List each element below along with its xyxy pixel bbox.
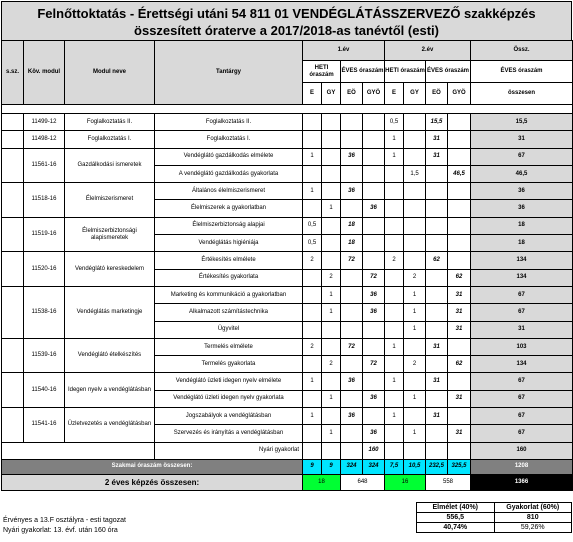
total-hours-cell: 160 bbox=[471, 442, 573, 459]
total-hours-cell: 67 bbox=[471, 425, 573, 442]
total-hours-cell: 31 bbox=[471, 131, 573, 148]
subject-name: A vendéglátó gazdálkodás gyakorlata bbox=[155, 165, 303, 182]
subject-name: Vendéglátás higiéniája bbox=[155, 235, 303, 252]
hours-cell-gyo2: 62 bbox=[448, 356, 471, 373]
hours-cell-eo2 bbox=[426, 390, 448, 407]
hours-cell-gy2 bbox=[404, 148, 426, 165]
hours-cell-gyo1 bbox=[363, 235, 385, 252]
header-gy-2: GY bbox=[404, 83, 426, 105]
hours-cell-e1: 2 bbox=[303, 338, 322, 355]
header-year-1: 1.év bbox=[303, 41, 385, 61]
hours-cell-gyo1: 36 bbox=[363, 390, 385, 407]
hours-cell-gy1 bbox=[322, 235, 341, 252]
summary-elmelet-hours: 556,5 bbox=[417, 513, 495, 523]
total-hours-cell: 18 bbox=[471, 235, 573, 252]
hours-cell-gyo1: 36 bbox=[363, 425, 385, 442]
totals-ossz: 1208 bbox=[471, 459, 573, 474]
module-name: Élelmiszerismeret bbox=[65, 183, 155, 218]
hours-cell-eo1 bbox=[341, 165, 363, 182]
total-hours-cell: 67 bbox=[471, 286, 573, 303]
module-name: Foglalkoztatás I. bbox=[65, 131, 155, 148]
hours-cell-eo2 bbox=[426, 304, 448, 321]
header-osszesen: összesen bbox=[471, 83, 573, 105]
hours-cell-gyo1 bbox=[363, 252, 385, 269]
hours-cell-eo2 bbox=[426, 356, 448, 373]
hours-cell-eo1 bbox=[341, 269, 363, 286]
hours-cell-gy2 bbox=[404, 338, 426, 355]
hours-cell-gy2 bbox=[404, 114, 426, 131]
subject-name: Általános élelmiszerismeret bbox=[155, 183, 303, 200]
hours-cell-gyo1: 36 bbox=[363, 304, 385, 321]
header-heti-1: HETI óraszám bbox=[303, 61, 341, 83]
ssz-cell bbox=[2, 252, 24, 287]
hours-cell-gy1 bbox=[322, 338, 341, 355]
hours-cell-e2 bbox=[385, 217, 404, 234]
subject-name: Nyári gyakorlat bbox=[155, 442, 303, 459]
hours-cell-eo2: 15,5 bbox=[426, 114, 448, 131]
subject-name: Foglalkoztatás II. bbox=[155, 114, 303, 131]
header-modul-neve: Modul neve bbox=[65, 41, 155, 105]
total-hours-cell: 36 bbox=[471, 183, 573, 200]
ssz-cell bbox=[2, 286, 24, 338]
hours-cell-gy2 bbox=[404, 217, 426, 234]
totals-row bbox=[2, 459, 573, 474]
hours-cell-eo2 bbox=[426, 286, 448, 303]
totals-cell-gy2: 10,5 bbox=[404, 459, 426, 474]
ssz-cell bbox=[2, 183, 24, 218]
hours-cell-eo1 bbox=[341, 321, 363, 338]
hours-cell-e1 bbox=[303, 165, 322, 182]
hours-cell-gyo1 bbox=[363, 321, 385, 338]
hours-cell-gy1 bbox=[322, 131, 341, 148]
hours-cell-eo1 bbox=[341, 131, 363, 148]
footer-line-1: Érvényes a 13.F osztályra - esti tagozat bbox=[3, 517, 126, 524]
grand-ossz: 1366 bbox=[471, 474, 573, 490]
hours-cell-eo2 bbox=[426, 442, 448, 459]
module-code: 11499-12 bbox=[24, 114, 65, 131]
hours-cell-e2 bbox=[385, 390, 404, 407]
hours-cell-e1: 0,5 bbox=[303, 235, 322, 252]
hours-cell-e2: 0,5 bbox=[385, 114, 404, 131]
totals-cell-e1: 9 bbox=[303, 459, 322, 474]
hours-cell-gy2: 1 bbox=[404, 304, 426, 321]
subject-name: Termelés elmélete bbox=[155, 338, 303, 355]
hours-cell-gyo2 bbox=[448, 252, 471, 269]
hours-cell-eo2: 31 bbox=[426, 338, 448, 355]
header-ssz: s.sz. bbox=[2, 41, 24, 105]
total-hours-cell: 134 bbox=[471, 269, 573, 286]
hours-cell-gy2 bbox=[404, 408, 426, 425]
title-line-2: összesített óraterve a 2017/2018-as tanévtől (esti) bbox=[134, 23, 439, 38]
total-hours-cell: 15,5 bbox=[471, 114, 573, 131]
grand-total-label: 2 éves képzés összesen: bbox=[2, 474, 303, 490]
table-row bbox=[2, 131, 573, 148]
subject-name: Foglalkoztatás I. bbox=[155, 131, 303, 148]
hours-cell-e1 bbox=[303, 425, 322, 442]
hours-cell-eo2 bbox=[426, 183, 448, 200]
hours-cell-gyo2 bbox=[448, 131, 471, 148]
hours-cell-gy2 bbox=[404, 252, 426, 269]
hours-cell-eo1: 72 bbox=[341, 338, 363, 355]
summary-gyakorlat-pct: 59,26% bbox=[494, 523, 572, 533]
hours-cell-eo2: 62 bbox=[426, 252, 448, 269]
hours-cell-e2 bbox=[385, 356, 404, 373]
total-hours-cell: 67 bbox=[471, 373, 573, 390]
hours-cell-eo1 bbox=[341, 356, 363, 373]
ssz-cell bbox=[2, 338, 24, 373]
hours-cell-gy2: 2 bbox=[404, 269, 426, 286]
footer-line-2: Nyári gyakorlat: 13. évf. után 160 óra bbox=[3, 527, 118, 534]
subject-name: Vendéglátó üzleti idegen nyelv gyakorlata bbox=[155, 390, 303, 407]
hours-cell-e1: 0,5 bbox=[303, 217, 322, 234]
header-eo-2: EÖ bbox=[426, 83, 448, 105]
module-code: 11540-16 bbox=[24, 373, 65, 408]
hours-cell-eo1: 18 bbox=[341, 235, 363, 252]
hours-cell-gy1 bbox=[322, 165, 341, 182]
total-hours-cell: 36 bbox=[471, 200, 573, 217]
hours-cell-gyo1 bbox=[363, 131, 385, 148]
hours-cell-gyo1 bbox=[363, 338, 385, 355]
hours-cell-e2 bbox=[385, 269, 404, 286]
hours-cell-gy1: 1 bbox=[322, 286, 341, 303]
grand-cell-heti1: 18 bbox=[303, 474, 341, 490]
theory-practice-summary bbox=[416, 502, 572, 533]
hours-cell-e1: 2 bbox=[303, 252, 322, 269]
hours-cell-eo1: 36 bbox=[341, 408, 363, 425]
hours-cell-e1: 1 bbox=[303, 148, 322, 165]
module-code: 11519-16 bbox=[24, 217, 65, 252]
hours-cell-gyo1 bbox=[363, 148, 385, 165]
plan-title bbox=[1, 1, 572, 41]
hours-cell-eo2: 31 bbox=[426, 148, 448, 165]
hours-cell-gyo2 bbox=[448, 338, 471, 355]
hours-cell-gyo2 bbox=[448, 183, 471, 200]
hours-cell-e2 bbox=[385, 321, 404, 338]
curriculum-table bbox=[1, 40, 573, 491]
hours-cell-gy1 bbox=[322, 408, 341, 425]
hours-cell-e2 bbox=[385, 425, 404, 442]
ssz-cell bbox=[2, 114, 24, 131]
hours-cell-gy2: 1 bbox=[404, 425, 426, 442]
hours-cell-eo2 bbox=[426, 200, 448, 217]
hours-cell-gy1 bbox=[322, 442, 341, 459]
hours-cell-eo1: 36 bbox=[341, 183, 363, 200]
header-eves-ossz: ÉVES óraszám bbox=[471, 61, 573, 83]
hours-cell-e2 bbox=[385, 200, 404, 217]
grand-cell-eves1: 648 bbox=[341, 474, 385, 490]
hours-cell-gyo2: 31 bbox=[448, 425, 471, 442]
hours-cell-eo2 bbox=[426, 269, 448, 286]
hours-cell-e1 bbox=[303, 269, 322, 286]
grand-total-row bbox=[2, 474, 573, 490]
subject-name: Szervezés és irányítás a vendéglátásban bbox=[155, 425, 303, 442]
hours-cell-gy1: 1 bbox=[322, 390, 341, 407]
hours-cell-gyo1: 36 bbox=[363, 200, 385, 217]
table-row bbox=[2, 373, 573, 390]
total-hours-cell: 67 bbox=[471, 408, 573, 425]
title-line-1: Felnőttoktatás - Érettségi utáni 54 811 01 VENDÉGLÁTÁSSZERVEZŐ szakképzés bbox=[37, 6, 536, 21]
module-code: 11520-16 bbox=[24, 252, 65, 287]
hours-cell-gyo1: 160 bbox=[363, 442, 385, 459]
hours-cell-gy1: 2 bbox=[322, 269, 341, 286]
hours-cell-eo1: 18 bbox=[341, 217, 363, 234]
totals-cell-eo2: 232,5 bbox=[426, 459, 448, 474]
hours-cell-gy1 bbox=[322, 148, 341, 165]
header-gyo-2: GYÖ bbox=[448, 83, 471, 105]
totals-cell-gy1: 9 bbox=[322, 459, 341, 474]
total-hours-cell: 134 bbox=[471, 356, 573, 373]
module-code: 11539-16 bbox=[24, 338, 65, 373]
hours-cell-gy1: 1 bbox=[322, 425, 341, 442]
table-row bbox=[2, 252, 573, 269]
hours-cell-e1: 1 bbox=[303, 183, 322, 200]
header-eo-1: EÖ bbox=[341, 83, 363, 105]
hours-cell-eo1 bbox=[341, 304, 363, 321]
hours-cell-e2: 1 bbox=[385, 148, 404, 165]
summary-elmelet-pct: 40,74% bbox=[417, 523, 495, 533]
hours-cell-e1 bbox=[303, 200, 322, 217]
hours-cell-eo2: 31 bbox=[426, 131, 448, 148]
hours-cell-gyo2 bbox=[448, 217, 471, 234]
ssz-cell bbox=[2, 217, 24, 252]
hours-cell-e2: 1 bbox=[385, 408, 404, 425]
table-row bbox=[2, 114, 573, 131]
hours-cell-e2 bbox=[385, 183, 404, 200]
hours-cell-gy2 bbox=[404, 183, 426, 200]
ssz-cell bbox=[2, 131, 24, 148]
hours-cell-gy1: 1 bbox=[322, 200, 341, 217]
total-hours-cell: 67 bbox=[471, 304, 573, 321]
total-hours-cell: 134 bbox=[471, 252, 573, 269]
hours-cell-gyo2 bbox=[448, 148, 471, 165]
hours-cell-eo1 bbox=[341, 390, 363, 407]
hours-cell-gy1 bbox=[322, 183, 341, 200]
hours-cell-eo2: 31 bbox=[426, 373, 448, 390]
table-row bbox=[2, 183, 573, 200]
hours-cell-e1 bbox=[303, 286, 322, 303]
hours-cell-gy2: 2 bbox=[404, 356, 426, 373]
hours-cell-eo1: 36 bbox=[341, 373, 363, 390]
table-row bbox=[2, 286, 573, 303]
subject-name: Alkalmazott számítástechnika bbox=[155, 304, 303, 321]
hours-cell-gyo2 bbox=[448, 200, 471, 217]
summary-gyakorlat-hours: 810 bbox=[494, 513, 572, 523]
module-code: 11541-16 bbox=[24, 408, 65, 443]
subject-name: Vendéglátó gazdálkodás elmélete bbox=[155, 148, 303, 165]
module-code: 11561-16 bbox=[24, 148, 65, 183]
module-name: Idegen nyelv a vendéglátásban bbox=[65, 373, 155, 408]
hours-cell-gyo1 bbox=[363, 114, 385, 131]
summary-elmelet-label: Elmélet (40%) bbox=[417, 503, 495, 513]
header-ossz: Össz. bbox=[471, 41, 573, 61]
hours-cell-e2 bbox=[385, 235, 404, 252]
hours-cell-eo2: 31 bbox=[426, 408, 448, 425]
hours-cell-e1 bbox=[303, 131, 322, 148]
hours-cell-gyo2 bbox=[448, 114, 471, 131]
hours-cell-eo1 bbox=[341, 442, 363, 459]
hours-cell-gy2 bbox=[404, 373, 426, 390]
header-eves-1: ÉVES óraszám bbox=[341, 61, 385, 83]
header-year-2: 2.év bbox=[385, 41, 471, 61]
hours-cell-e2: 1 bbox=[385, 338, 404, 355]
module-name: Foglalkoztatás II. bbox=[65, 114, 155, 131]
module-name: Vendéglátó kereskedelem bbox=[65, 252, 155, 287]
total-hours-cell: 103 bbox=[471, 338, 573, 355]
hours-cell-e1 bbox=[303, 356, 322, 373]
hours-cell-gy2: 1 bbox=[404, 390, 426, 407]
empty-cell bbox=[2, 442, 155, 459]
hours-cell-gy2 bbox=[404, 200, 426, 217]
table-row bbox=[2, 148, 573, 165]
hours-cell-gy1 bbox=[322, 321, 341, 338]
hours-cell-gyo2 bbox=[448, 373, 471, 390]
hours-cell-gy2: 1,5 bbox=[404, 165, 426, 182]
hours-cell-gyo2: 46,5 bbox=[448, 165, 471, 182]
module-code: 11498-12 bbox=[24, 131, 65, 148]
subject-name: Vendéglátó üzleti idegen nyelv elmélete bbox=[155, 373, 303, 390]
header-e-2: E bbox=[385, 83, 404, 105]
hours-cell-eo2 bbox=[426, 425, 448, 442]
hours-cell-e2 bbox=[385, 165, 404, 182]
module-name: Gazdálkodási ismeretek bbox=[65, 148, 155, 183]
hours-cell-e2: 1 bbox=[385, 373, 404, 390]
hours-cell-gy1: 2 bbox=[322, 356, 341, 373]
totals-cell-gyo2: 325,5 bbox=[448, 459, 471, 474]
totals-cell-e2: 7,5 bbox=[385, 459, 404, 474]
header-tantargy: Tantárgy bbox=[155, 41, 303, 105]
total-hours-cell: 46,5 bbox=[471, 165, 573, 182]
subject-name: Jogszabályok a vendéglátásban bbox=[155, 408, 303, 425]
hours-cell-gy1 bbox=[322, 252, 341, 269]
hours-cell-gy1 bbox=[322, 114, 341, 131]
table-row bbox=[2, 338, 573, 355]
hours-cell-gyo2: 31 bbox=[448, 390, 471, 407]
table-row bbox=[2, 442, 573, 459]
hours-cell-gy2 bbox=[404, 235, 426, 252]
table-row bbox=[2, 217, 573, 234]
hours-cell-e2: 2 bbox=[385, 252, 404, 269]
hours-cell-gyo1: 36 bbox=[363, 286, 385, 303]
module-code: 11538-16 bbox=[24, 286, 65, 338]
hours-cell-gyo2: 31 bbox=[448, 304, 471, 321]
hours-cell-gyo1: 72 bbox=[363, 269, 385, 286]
hours-cell-gyo2 bbox=[448, 442, 471, 459]
header-heti-2: HETI óraszám bbox=[385, 61, 426, 83]
hours-cell-eo1 bbox=[341, 286, 363, 303]
subject-name: Élelmiszerbiztonság alapjai bbox=[155, 217, 303, 234]
hours-cell-gyo2 bbox=[448, 235, 471, 252]
subject-name: Értékesítés gyakorlata bbox=[155, 269, 303, 286]
hours-cell-gy1 bbox=[322, 217, 341, 234]
hours-cell-eo1 bbox=[341, 200, 363, 217]
grand-cell-heti2: 16 bbox=[385, 474, 426, 490]
module-name: Vendéglátó ételkészítés bbox=[65, 338, 155, 373]
hours-cell-eo1: 72 bbox=[341, 252, 363, 269]
hours-cell-e1 bbox=[303, 114, 322, 131]
ssz-cell bbox=[2, 408, 24, 443]
hours-cell-e1: 1 bbox=[303, 373, 322, 390]
hours-cell-eo2 bbox=[426, 217, 448, 234]
hours-cell-gyo2: 31 bbox=[448, 321, 471, 338]
hours-cell-gyo1 bbox=[363, 165, 385, 182]
totals-cell-gyo1: 324 bbox=[363, 459, 385, 474]
hours-cell-gyo2: 62 bbox=[448, 269, 471, 286]
header-eves-2: ÉVES óraszám bbox=[426, 61, 471, 83]
hours-cell-eo2 bbox=[426, 321, 448, 338]
hours-cell-gyo2 bbox=[448, 408, 471, 425]
total-hours-cell: 67 bbox=[471, 148, 573, 165]
hours-cell-eo2 bbox=[426, 235, 448, 252]
hours-cell-gy1: 1 bbox=[322, 304, 341, 321]
hours-cell-gyo1 bbox=[363, 183, 385, 200]
module-code: 11518-16 bbox=[24, 183, 65, 218]
summary-gyakorlat-label: Gyakorlat (60%) bbox=[494, 503, 572, 513]
hours-cell-e1 bbox=[303, 304, 322, 321]
ssz-cell bbox=[2, 373, 24, 408]
total-hours-cell: 67 bbox=[471, 390, 573, 407]
hours-cell-gy2 bbox=[404, 131, 426, 148]
hours-cell-gyo1: 72 bbox=[363, 356, 385, 373]
hours-cell-eo2 bbox=[426, 165, 448, 182]
hours-cell-gy2: 1 bbox=[404, 321, 426, 338]
header-gy-1: GY bbox=[322, 83, 341, 105]
hours-cell-eo1 bbox=[341, 425, 363, 442]
hours-cell-e2: 1 bbox=[385, 131, 404, 148]
hours-cell-gy2 bbox=[404, 442, 426, 459]
hours-cell-e1: 1 bbox=[303, 408, 322, 425]
ssz-cell bbox=[2, 148, 24, 183]
hours-cell-gyo1 bbox=[363, 217, 385, 234]
hours-cell-e1 bbox=[303, 390, 322, 407]
spacer-row bbox=[2, 105, 573, 114]
header-gyo-1: GYÖ bbox=[363, 83, 385, 105]
module-name: Üzletvezetés a vendéglátásban bbox=[65, 408, 155, 443]
total-hours-cell: 18 bbox=[471, 217, 573, 234]
total-hours-cell: 31 bbox=[471, 321, 573, 338]
subject-name: Ügyvitel bbox=[155, 321, 303, 338]
hours-cell-e2 bbox=[385, 286, 404, 303]
hours-cell-gyo1 bbox=[363, 373, 385, 390]
hours-cell-e1 bbox=[303, 321, 322, 338]
hours-cell-e1 bbox=[303, 442, 322, 459]
subject-name: Marketing és kommunikáció a gyakorlatban bbox=[155, 286, 303, 303]
header-kov-modul: Köv. modul bbox=[24, 41, 65, 105]
hours-cell-gyo2: 31 bbox=[448, 286, 471, 303]
totals-label: Szakmai óraszám összesen: bbox=[2, 459, 303, 474]
grand-cell-eves2: 558 bbox=[426, 474, 471, 490]
module-name: Vendéglátás marketingje bbox=[65, 286, 155, 338]
subject-name: Élelmiszerek a gyakorlatban bbox=[155, 200, 303, 217]
hours-cell-e2 bbox=[385, 442, 404, 459]
header-e-1: E bbox=[303, 83, 322, 105]
hours-cell-gyo1 bbox=[363, 408, 385, 425]
hours-cell-eo1 bbox=[341, 114, 363, 131]
module-name: Élelmiszerbiztonsági alapismeretek bbox=[65, 217, 155, 252]
hours-cell-gy1 bbox=[322, 373, 341, 390]
hours-cell-e2 bbox=[385, 304, 404, 321]
subject-name: Értékesítés elmélete bbox=[155, 252, 303, 269]
hours-cell-gy2: 1 bbox=[404, 286, 426, 303]
table-row bbox=[2, 408, 573, 425]
totals-cell-eo1: 324 bbox=[341, 459, 363, 474]
subject-name: Termelés gyakorlata bbox=[155, 356, 303, 373]
hours-cell-eo1: 36 bbox=[341, 148, 363, 165]
